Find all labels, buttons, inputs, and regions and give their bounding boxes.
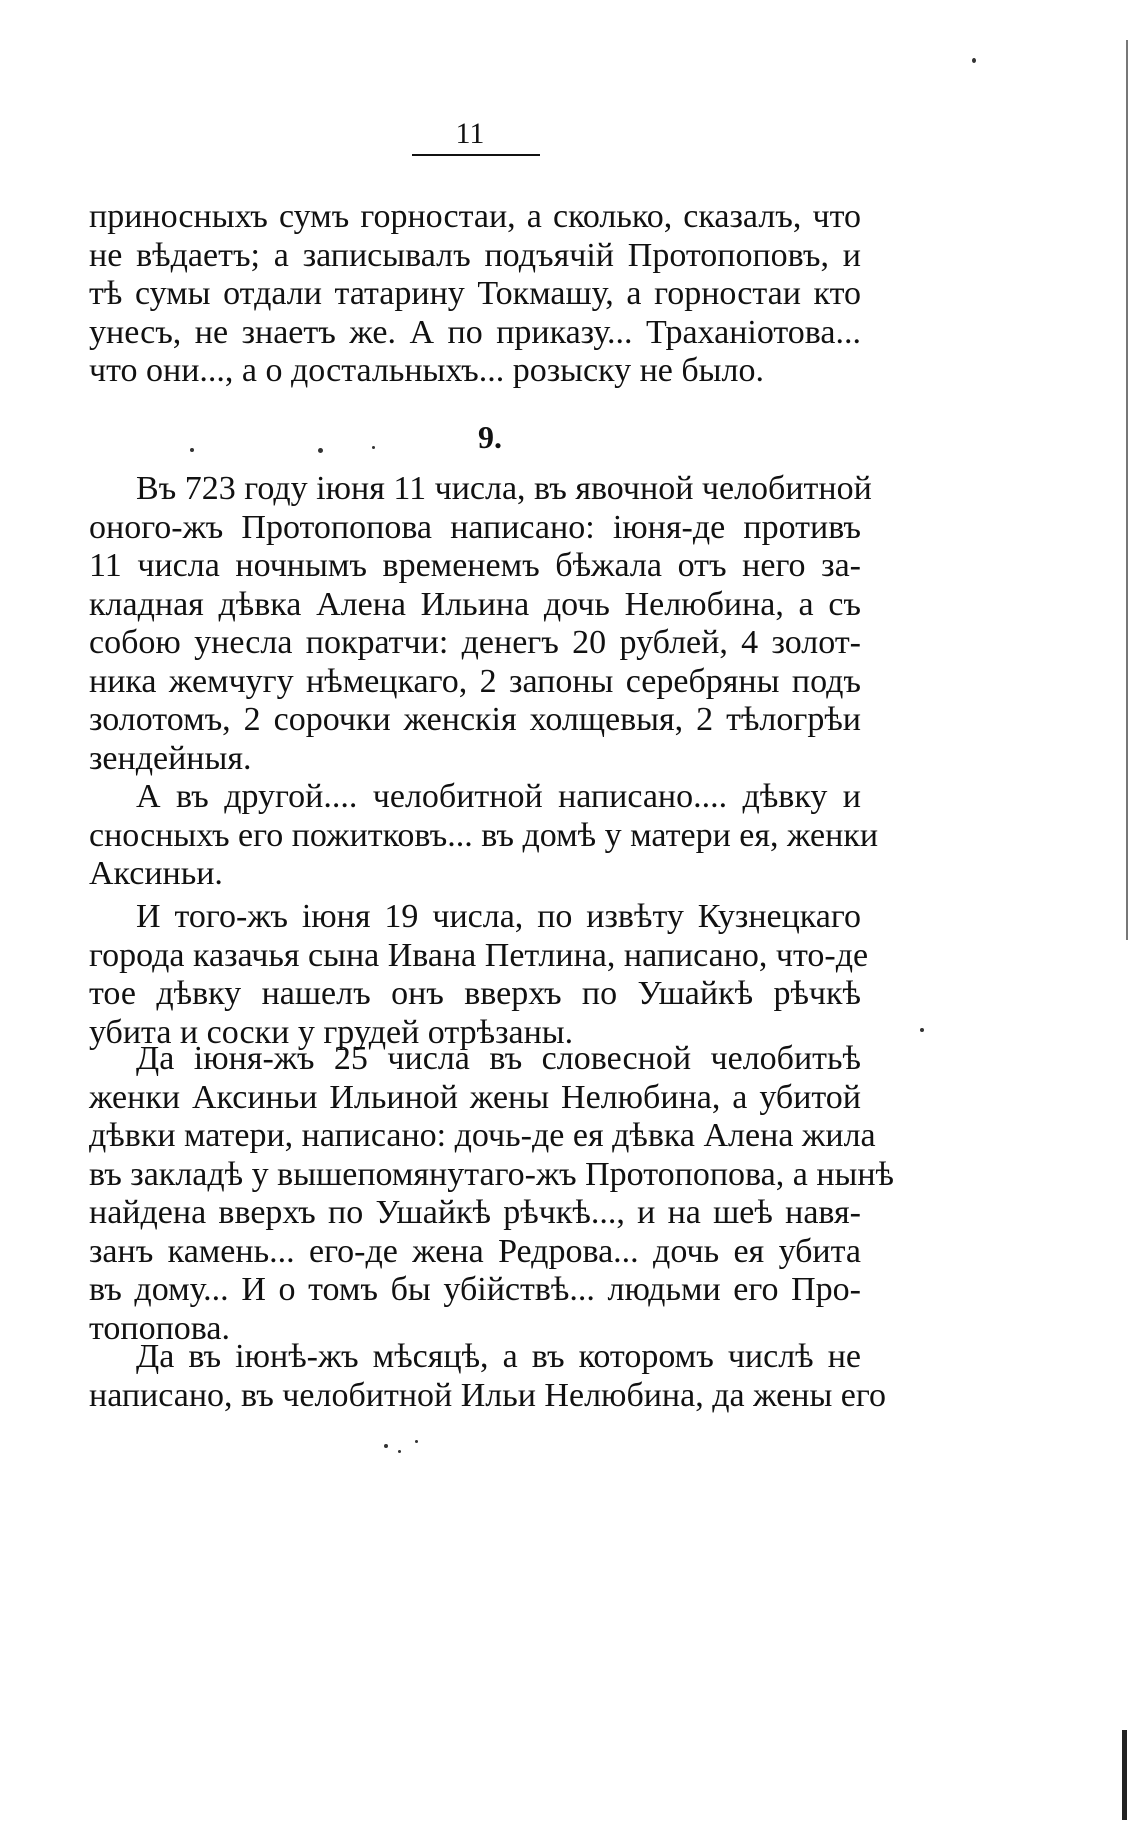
text-line: зендейныя. <box>89 739 252 777</box>
text-line: 11 числа ночнымъ временемъ бѣжала отъ него за- <box>89 547 861 584</box>
paragraph-3 <box>89 898 869 1052</box>
text-line: Да въ іюнѣ-жъ мѣсяцѣ, а въ которомъ числѣ не <box>136 1338 861 1375</box>
text-line: Въ 723 году іюня 11 числа, въ явочной челобитной <box>136 470 872 507</box>
scan-speck <box>372 446 375 449</box>
text-line: тѣ сумы отдали татарину Токмашу, а горностаи кто <box>89 275 861 312</box>
scan-speck <box>415 1440 418 1443</box>
page-edge-mark <box>1122 1730 1127 1820</box>
text-line: найдена вверхъ по Ушайкѣ рѣчкѣ..., и на шеѣ навя- <box>89 1194 861 1231</box>
text-line: не вѣдаетъ; а записывалъ подъячій Протопоповъ, и <box>89 236 861 274</box>
scan-speck <box>972 58 976 63</box>
scan-speck <box>920 1028 924 1032</box>
text-line: Аксиньи. <box>89 855 223 892</box>
text-line: женки Аксиньи Ильиной жены Нелюбина, а убитой <box>89 1078 861 1116</box>
text-line: тое дѣвку нашелъ онъ вверхъ по Ушайкѣ рѣчкѣ <box>89 975 861 1012</box>
text-line: что они..., а о достальныхъ... розыску не было. <box>89 352 764 389</box>
text-line: занъ камень... его-де жена Редрова... дочь ея убита <box>89 1232 861 1270</box>
text-line: убита и соски у грудей отрѣзаны. <box>89 1013 574 1051</box>
paragraph-4 <box>89 1040 895 1348</box>
text-line: Да іюня-жъ 25 числа въ словесной челобитьѣ <box>136 1040 861 1077</box>
paragraph-5 <box>89 1338 886 1415</box>
text-line: сносныхъ его пожитковъ... въ домѣ у матери ея, женки <box>89 816 879 854</box>
text-line: приносныхъ сумъ горностаи, а сколько, сказалъ, что <box>89 198 861 235</box>
text-line: золотомъ, 2 сорочки женскія холщевыя, 2 тѣлогрѣи <box>89 701 861 738</box>
header-rule <box>412 154 540 156</box>
text-line: въ закладѣ у вышепомянутаго-жъ Протопопова, а нынѣ <box>89 1155 895 1193</box>
text-line: ника жемчугу нѣмецкаго, 2 запоны серебряны подъ <box>89 662 861 700</box>
paragraph-2 <box>89 778 879 894</box>
text-line: унесъ, не знаетъ же. А по приказу... Траханіотова... <box>89 313 861 351</box>
text-line: города казачья сына Ивана Петлина, написано, что-де <box>89 936 869 974</box>
text-line: дѣвки матери, написано: дочь-де ея дѣвка Алена жила <box>89 1117 876 1154</box>
text-line: И того-жъ іюня 19 числа, по извѣту Кузнецкаго <box>136 898 861 935</box>
paragraph-1 <box>89 470 872 778</box>
text-line: въ дому... И о томъ бы убійствѣ... людьми его Про- <box>89 1271 861 1308</box>
text-line: собою унесла пократчи: денегъ 20 рублей, 4 золот- <box>89 624 861 661</box>
scan-speck <box>318 448 323 453</box>
text-line: А въ другой.... челобитной написано.... дѣвку и <box>136 778 861 815</box>
text-line: топопова. <box>89 1309 230 1347</box>
scan-speck <box>398 1450 401 1453</box>
text-line: оного-жъ Протопопова написано: іюня-де противъ <box>89 508 861 546</box>
top-paragraph <box>89 198 861 391</box>
scan-speck <box>384 1444 388 1448</box>
text-line: написано, въ челобитной Ильи Нелюбина, да жены его <box>89 1376 886 1414</box>
section-number: 9. <box>478 419 502 455</box>
page-edge-mark <box>1126 40 1128 940</box>
text-line: кладная дѣвка Алена Ильина дочь Нелюбина, а съ <box>89 585 861 623</box>
scan-speck <box>190 448 194 452</box>
page-number: 11 <box>455 117 485 150</box>
